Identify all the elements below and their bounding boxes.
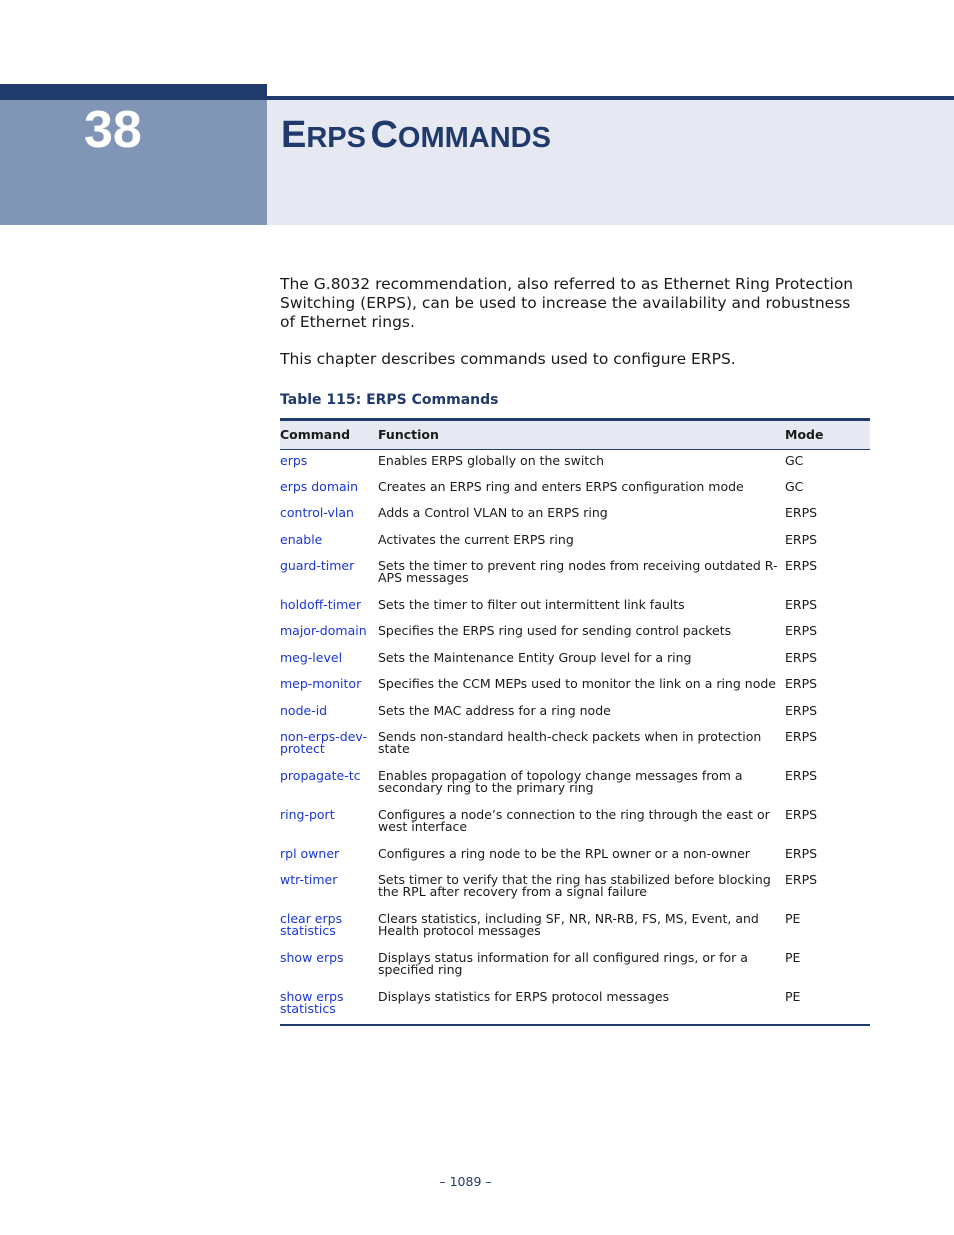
table-caption: Table 115: ERPS Commands <box>280 392 499 408</box>
command-cell <box>280 947 378 986</box>
page-number <box>0 1174 954 1189</box>
command-link[interactable]: propagate-tc <box>280 767 361 783</box>
mode-cell: ERPS <box>785 845 818 861</box>
mode-cell: ERPS <box>785 596 818 612</box>
command-cell <box>280 502 378 529</box>
command-link[interactable]: wtr-timer <box>280 871 338 887</box>
command-link[interactable]: clear erps statistics <box>280 910 343 938</box>
command-cell <box>280 908 378 947</box>
command-cell <box>280 450 378 476</box>
function-cell: Specifies the CCM MEPs used to monitor the link on a ring node <box>378 675 776 691</box>
intro-paragraph: The G.8032 recommendation, also referred to as Ethernet Ring Protection Switching (ERPS), can be used to increase the availability and robustness of Ethernet rings. <box>280 275 854 331</box>
table-body <box>280 450 870 1025</box>
function-cell: Creates an ERPS ring and enters ERPS configuration mode <box>378 478 744 494</box>
mode-cell: ERPS <box>785 767 818 783</box>
erps-commands-table <box>280 418 870 1026</box>
table-row <box>280 765 870 804</box>
table-row <box>280 673 870 700</box>
command-link[interactable]: major-domain <box>280 622 367 638</box>
mode-cell: ERPS <box>785 728 818 744</box>
command-cell <box>280 726 378 765</box>
function-cell: Sets the timer to filter out intermittent link faults <box>378 596 685 612</box>
table-row <box>280 726 870 765</box>
table-row <box>280 869 870 908</box>
table-row <box>280 450 870 476</box>
command-cell <box>280 869 378 908</box>
title-part: RPS <box>306 122 366 154</box>
command-cell <box>280 986 378 1025</box>
command-link[interactable]: enable <box>280 531 323 547</box>
command-link[interactable]: show erps statistics <box>280 988 344 1016</box>
command-link[interactable]: control-vlan <box>280 504 354 520</box>
mode-cell: ERPS <box>785 531 818 547</box>
command-link[interactable]: erps <box>280 453 308 468</box>
command-cell <box>280 594 378 620</box>
function-cell: Sets the MAC address for a ring node <box>378 702 611 718</box>
chapter-title <box>281 116 551 154</box>
function-cell: Sets the timer to prevent ring nodes from receiving outdated R-APS messages <box>378 557 778 585</box>
mode-cell: ERPS <box>785 871 818 887</box>
function-cell: Sends non-standard health-check packets when in protection state <box>378 728 762 756</box>
mode-cell: PE <box>785 910 801 926</box>
mode-cell: ERPS <box>785 649 818 665</box>
function-cell: Configures a node’s connection to the ring through the east or west interface <box>378 806 770 834</box>
table-row <box>280 700 870 726</box>
mode-cell: ERPS <box>785 702 818 718</box>
command-link[interactable]: erps domain <box>280 478 359 494</box>
command-cell <box>280 647 378 673</box>
mode-cell: ERPS <box>785 806 818 822</box>
function-cell: Enables ERPS globally on the switch <box>378 453 604 468</box>
chapter-number: 38 <box>84 101 142 159</box>
table-row <box>280 555 870 594</box>
table-row <box>280 502 870 529</box>
table-header-row <box>280 420 870 450</box>
mode-cell: GC <box>785 478 804 494</box>
command-cell <box>280 529 378 555</box>
command-cell <box>280 620 378 647</box>
command-cell <box>280 765 378 804</box>
command-cell <box>280 555 378 594</box>
table-row <box>280 843 870 869</box>
mode-cell: PE <box>785 949 801 965</box>
title-part: C <box>370 114 398 156</box>
title-part: OMMANDS <box>397 122 551 154</box>
table-row <box>280 647 870 673</box>
command-cell <box>280 673 378 700</box>
mode-cell: ERPS <box>785 557 818 573</box>
command-cell <box>280 843 378 869</box>
page-number-text: – 1089 – <box>439 1174 492 1189</box>
chapter-number-topbar <box>0 84 267 100</box>
title-part: E <box>281 114 307 156</box>
command-cell <box>280 804 378 843</box>
table-row <box>280 947 870 986</box>
function-cell: Specifies the ERPS ring used for sending control packets <box>378 622 732 638</box>
command-link[interactable]: rpl owner <box>280 845 340 861</box>
command-link[interactable]: meg-level <box>280 649 343 665</box>
header-mode: Mode <box>785 420 870 450</box>
command-link[interactable]: non-erps-dev-protect <box>280 728 367 756</box>
function-cell: Clears statistics, including SF, NR, NR-RB, FS, MS, Event, and Health protocol messages <box>378 910 759 938</box>
mode-cell: GC <box>785 453 804 468</box>
intro-paragraph: This chapter describes commands used to configure ERPS. <box>280 350 736 368</box>
table-row <box>280 908 870 947</box>
table-row <box>280 986 870 1025</box>
command-link[interactable]: guard-timer <box>280 557 355 573</box>
table-row <box>280 476 870 502</box>
command-link[interactable]: holdoff-timer <box>280 596 362 612</box>
mode-cell: PE <box>785 986 870 1025</box>
function-cell: Configures a ring node to be the RPL owner or a non-owner <box>378 845 750 861</box>
table-row <box>280 804 870 843</box>
command-link[interactable]: mep-monitor <box>280 675 362 691</box>
command-link[interactable]: show erps <box>280 949 344 965</box>
function-cell: Displays status information for all configured rings, or for a specified ring <box>378 949 748 977</box>
command-link[interactable]: node-id <box>280 702 328 718</box>
table-row <box>280 529 870 555</box>
command-cell <box>280 700 378 726</box>
header-command: Command <box>280 420 378 450</box>
command-link[interactable]: ring-port <box>280 806 335 822</box>
mode-cell: ERPS <box>785 504 818 520</box>
table-row <box>280 594 870 620</box>
function-cell: Adds a Control VLAN to an ERPS ring <box>378 504 608 520</box>
header-function: Function <box>378 420 785 450</box>
function-cell: Enables propagation of topology change messages from a secondary ring to the primary ring <box>378 767 743 795</box>
function-cell: Activates the current ERPS ring <box>378 531 574 547</box>
function-cell: Sets timer to verify that the ring has stabilized before blocking the RPL after recovery from a signal failure <box>378 871 771 899</box>
function-cell: Sets the Maintenance Entity Group level for a ring <box>378 649 692 665</box>
function-cell: Displays statistics for ERPS protocol messages <box>378 986 785 1025</box>
mode-cell: ERPS <box>785 675 818 691</box>
table-row <box>280 620 870 647</box>
command-cell <box>280 476 378 502</box>
chapter-title-rule <box>267 96 954 100</box>
mode-cell: ERPS <box>785 622 818 638</box>
